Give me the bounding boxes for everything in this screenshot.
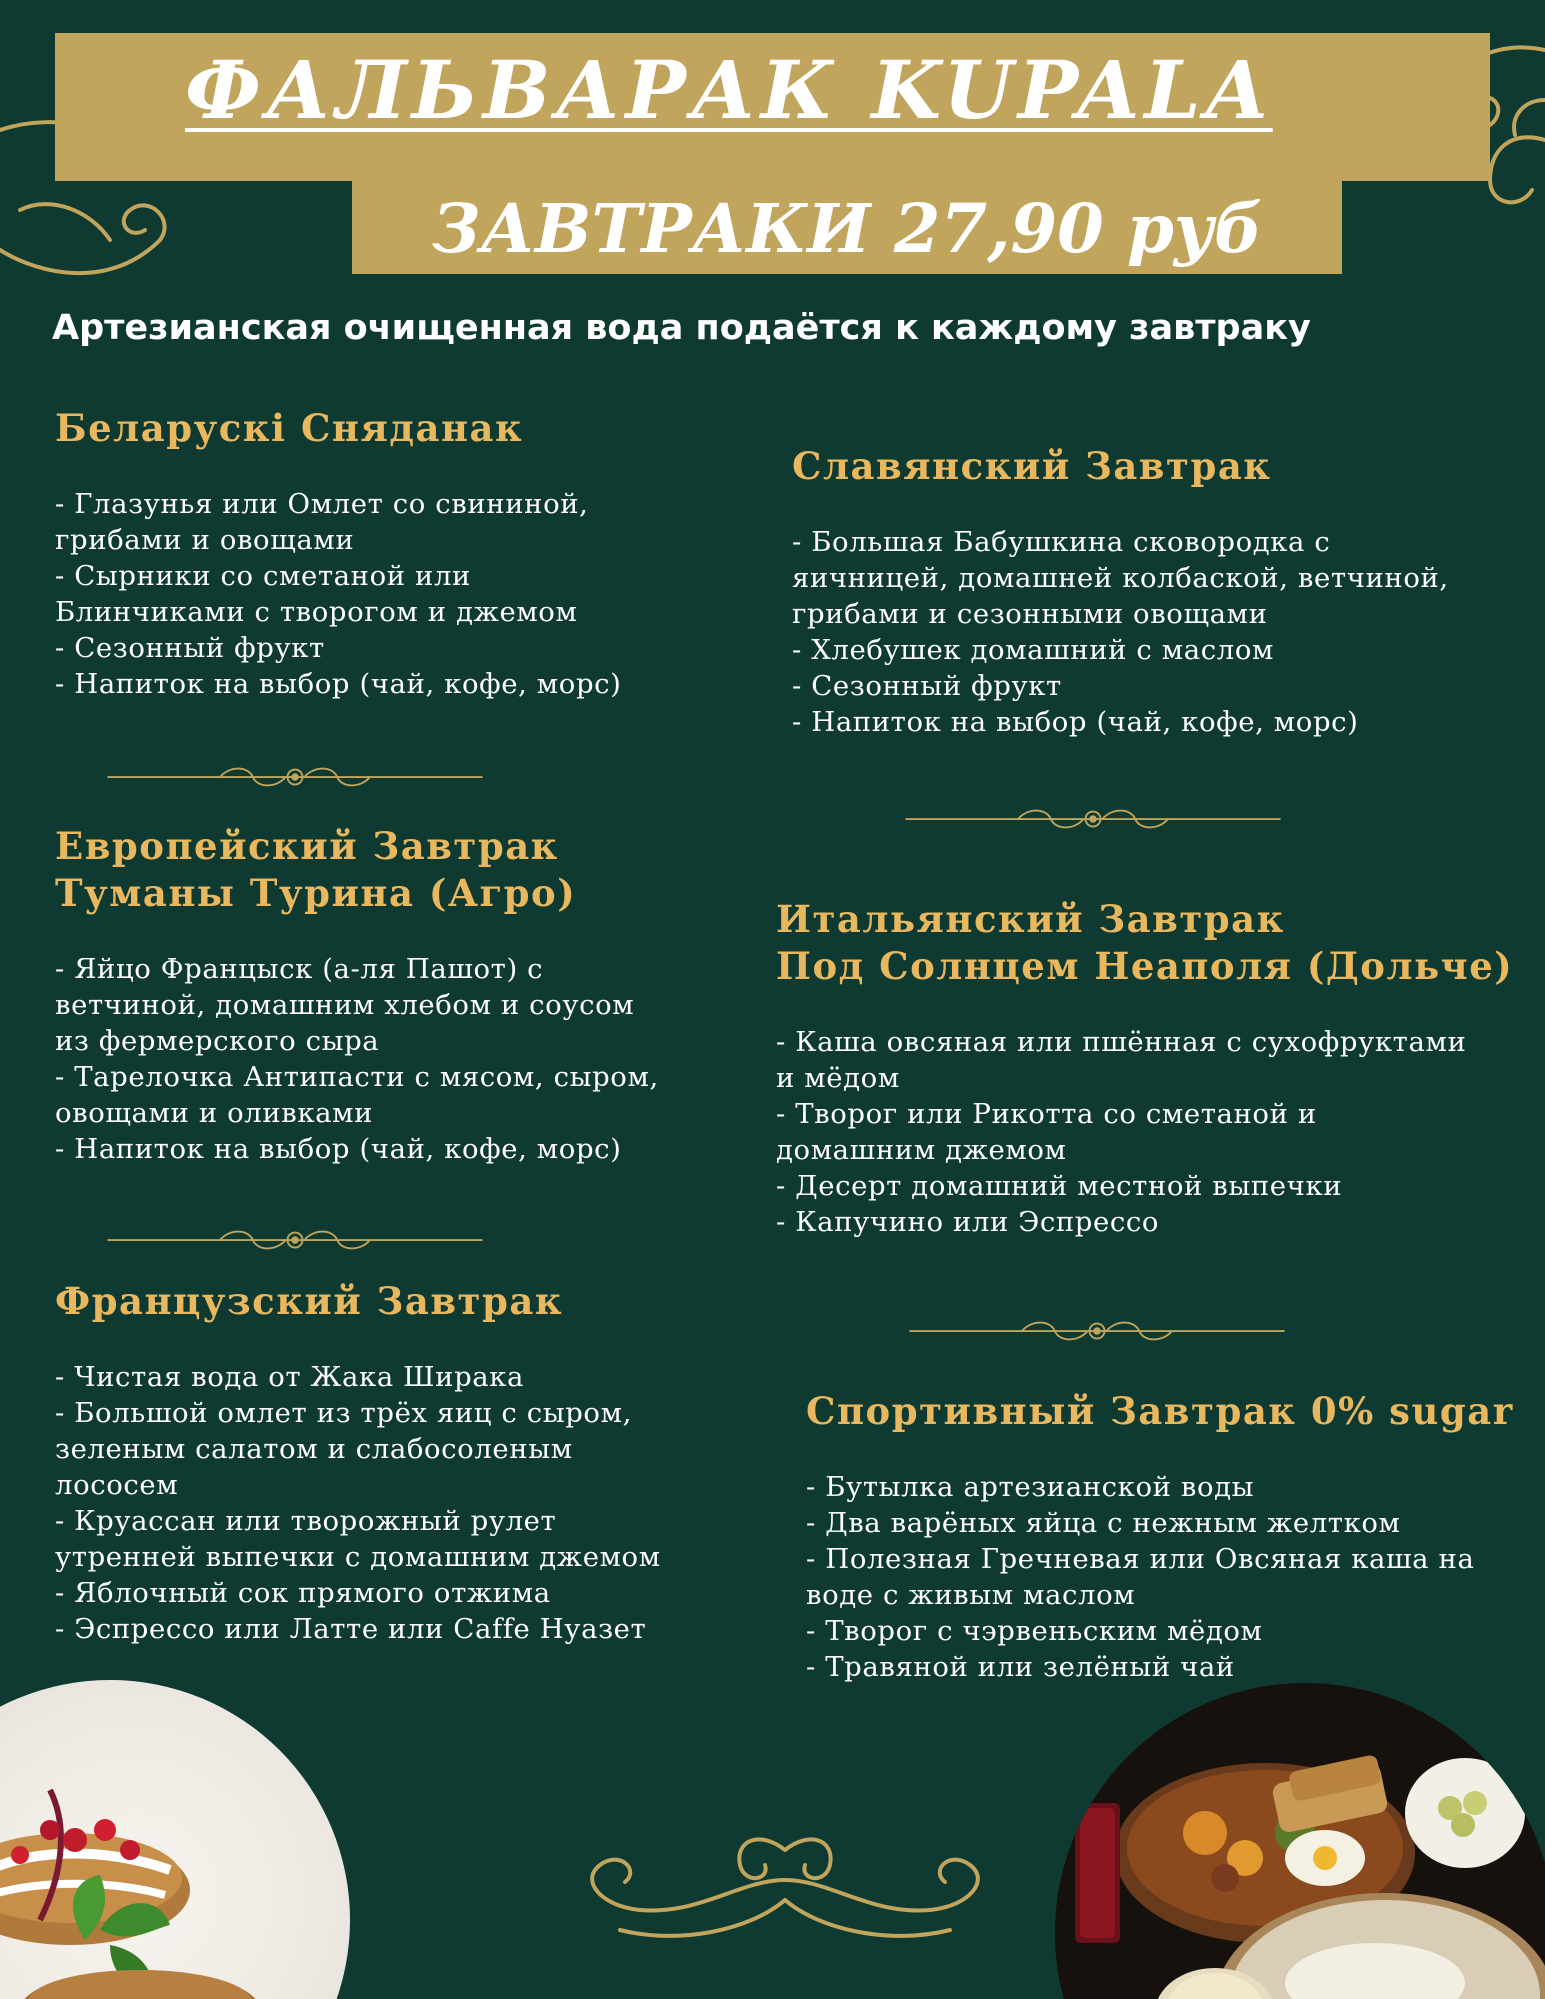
section-items (776, 1024, 1516, 1240)
list-item: - Большая Бабушкина сковородка с яичницей, домашней колбаской, ветчиной, грибами и сезонными овощами (792, 526, 1449, 630)
list-item: - Напиток на выбор (чай, кофе, морс) (55, 668, 622, 700)
section-title: Французский Завтрак (55, 1279, 564, 1323)
section-title: Беларускі Сняданак (55, 406, 524, 450)
list-item: - Тарелочка Антипасти с мясом, сыром, овощами и оливками (55, 1061, 659, 1129)
ornament-divider-icon (95, 762, 495, 792)
section-title: Европейский Завтрак Туманы Турина (Агро) (55, 824, 577, 915)
section-belarusian (55, 405, 715, 702)
section-title: Славянский Завтрак (792, 444, 1272, 488)
section-items (792, 524, 1512, 740)
list-item: - Напиток на выбор (чай, кофе, морс) (792, 706, 1359, 738)
list-item: - Капучино или Эспрессо (776, 1206, 1160, 1238)
list-item: - Яблочный сок прямого отжима (55, 1577, 551, 1609)
list-item: - Круассан или творожный рулет утренней выпечки с домашним джемом (55, 1505, 661, 1573)
list-item: - Хлебушек домашний с маслом (792, 634, 1274, 666)
list-item: - Сезонный фрукт (55, 632, 325, 664)
list-item: - Каша овсяная или пшённая с сухофруктами и мёдом (776, 1026, 1467, 1094)
list-item: - Яйцо Францыск (а-ля Пашот) с ветчиной, домашним хлебом и соусом из фермерского сыра (55, 953, 635, 1057)
list-item: - Эспрессо или Латте или Caffe Нуазет (55, 1613, 647, 1645)
section-items (55, 486, 715, 702)
water-notice: Артезианская очищенная вода подаётся к каждому завтраку (52, 308, 1311, 348)
section-slavic (792, 443, 1512, 740)
section-items (55, 951, 735, 1167)
list-item: - Большой омлет из трёх яиц с сыром, зеленым салатом и слабосоленым лососем (55, 1397, 632, 1501)
list-item: - Творог или Рикотта со сметаной и домашним джемом (776, 1098, 1317, 1166)
section-items (806, 1469, 1526, 1685)
list-item: - Сезонный фрукт (792, 670, 1062, 702)
section-european (55, 823, 735, 1167)
section-italian (776, 896, 1516, 1240)
list-item: - Десерт домашний местной выпечки (776, 1170, 1343, 1202)
restaurant-title: ФАЛЬВАРАК KUPALA (185, 43, 1273, 137)
ornament-divider-icon (897, 1316, 1297, 1346)
ornament-divider-icon (95, 1225, 495, 1255)
flourish-icon (560, 1820, 1010, 1950)
section-title: Спортивный Завтрак 0% sugar (806, 1389, 1514, 1433)
list-item: - Полезная Гречневая или Овсяная каша на воде с живым маслом (806, 1543, 1475, 1611)
list-item: - Напиток на выбор (чай, кофе, морс) (55, 1133, 622, 1165)
section-sport (806, 1388, 1526, 1685)
list-item: - Чистая вода от Жака Ширака (55, 1361, 525, 1393)
ornament-divider-icon (893, 804, 1293, 834)
list-item: - Глазунья или Омлет со свининой, грибами и овощами (55, 488, 589, 556)
syrniki-photo (0, 1680, 350, 1999)
section-french (55, 1278, 735, 1647)
list-item: - Сырники со сметаной или Блинчиками с творогом и джемом (55, 560, 578, 628)
section-title: Итальянский Завтрак Под Солнцем Неаполя (Дольче) (776, 897, 1514, 988)
breakfast-price: ЗАВТРАКИ 27,90 руб (432, 189, 1263, 268)
syrniki-icon (0, 1680, 350, 1999)
list-item: - Творог с чэрвеньским мёдом (806, 1615, 1263, 1647)
skillet-icon (1055, 1683, 1545, 1999)
skillet-photo (1055, 1683, 1545, 1999)
list-item: - Два варёных яйца с нежным желтком (806, 1507, 1401, 1539)
section-items (55, 1359, 735, 1647)
list-item: - Травяной или зелёный чай (806, 1651, 1235, 1683)
list-item: - Бутылка артезианской воды (806, 1471, 1255, 1503)
